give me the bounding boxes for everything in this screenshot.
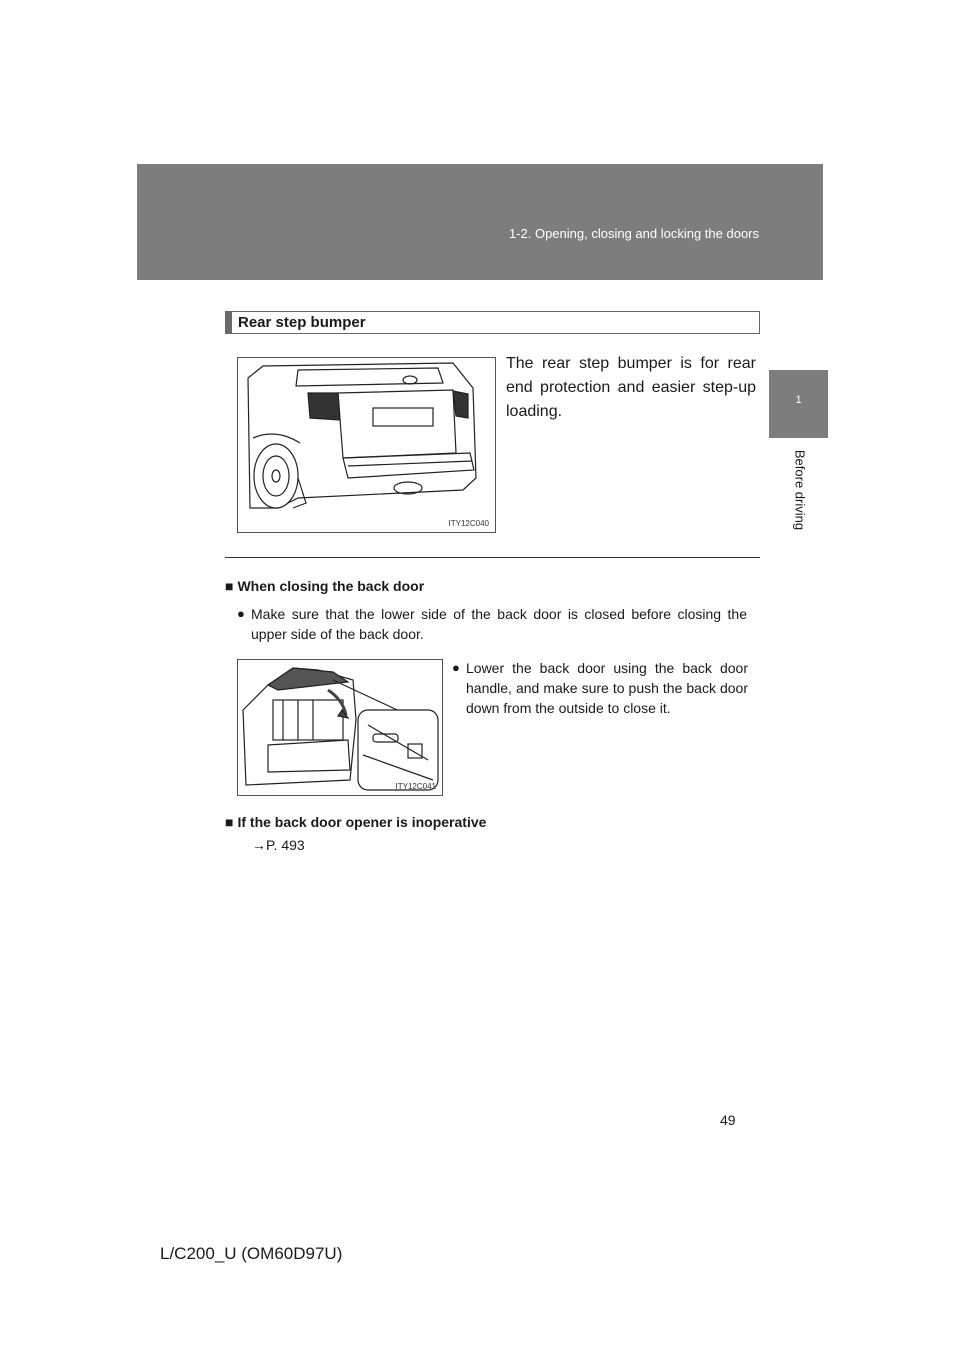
back-door-handle-icon: [238, 660, 443, 796]
back-door-illustration: [237, 659, 443, 796]
chapter-label: Before driving: [792, 449, 808, 531]
note-heading-text: When closing the back door: [237, 578, 425, 594]
note-heading: [225, 814, 486, 830]
section-header-bar: [226, 312, 232, 333]
page-number: 49: [720, 1112, 736, 1128]
vehicle-rear-icon: [238, 358, 496, 533]
section-description: The rear step bumper is for rear end protection and easier step-up loading.: [506, 355, 756, 420]
figure-code: ITY12C040: [448, 519, 489, 528]
note-heading: [225, 578, 424, 594]
page-reference-link[interactable]: →P. 493: [252, 837, 305, 853]
bullet-text: Make sure that the lower side of the back door is closed before closing the upper side of the back door.: [251, 606, 747, 642]
header-band: [137, 164, 823, 280]
bullet-text: Lower the back door using the back door handle, and make sure to push the back door down from the outside to close it.: [466, 660, 748, 716]
chapter-title: 1-2. Opening, closing and locking the doors: [508, 226, 759, 241]
section-header: [225, 311, 760, 334]
bullet-item: [452, 658, 748, 718]
section-divider: [225, 557, 760, 558]
chapter-number: 1: [795, 394, 802, 406]
document-code: L/C200_U (OM60D97U): [160, 1244, 343, 1263]
chapter-tab: [769, 370, 828, 438]
bullet-item: [237, 604, 747, 644]
bullet-icon: ●: [237, 606, 245, 621]
bullet-icon: ●: [452, 660, 460, 675]
rear-bumper-illustration: [237, 357, 496, 533]
note-mark: ■: [225, 578, 234, 594]
section-title: Rear step bumper: [238, 314, 366, 331]
figure-code: ITY12C041: [395, 782, 436, 791]
note-mark: ■: [225, 814, 234, 830]
note-heading-text: If the back door opener is inoperative: [237, 814, 487, 830]
